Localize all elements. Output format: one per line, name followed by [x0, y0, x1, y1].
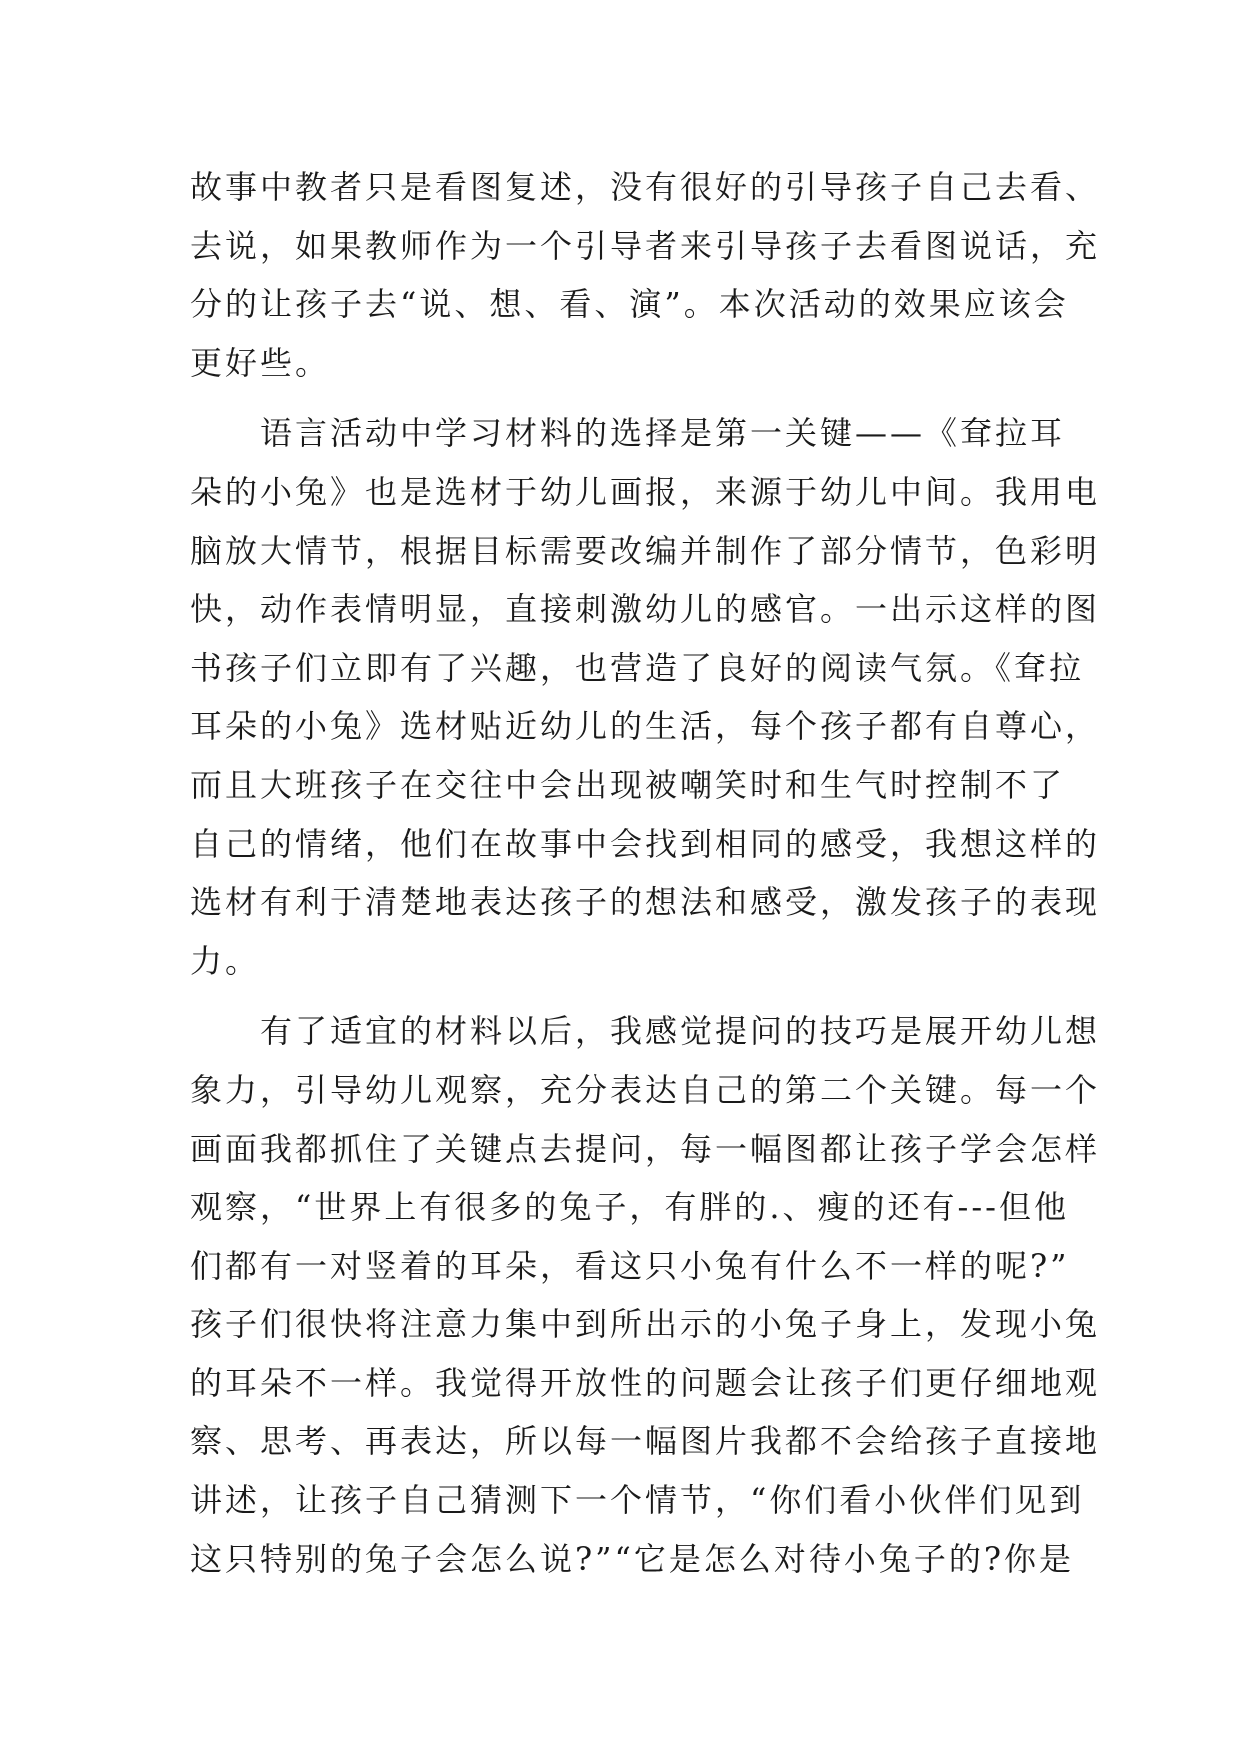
text-line: 选材有利于清楚地表达孩子的想法和感受，激发孩子的表现: [190, 883, 1101, 922]
text-line: 画面我都抓住了关键点去提问，每一幅图都让孩子学会怎样: [190, 1129, 1101, 1168]
text-line: 耳朵的小兔》选材贴近幼儿的生活，每个孩子都有自尊心，: [190, 707, 1101, 746]
text-line: 力。: [190, 941, 261, 980]
paragraph-gap: [190, 392, 1070, 404]
text-line: 更好些。: [190, 343, 331, 382]
text-line: 们都有一对竖着的耳朵，看这只小兔有什么不一样的呢?”: [190, 1246, 1070, 1285]
body-text: [190, 158, 1101, 1588]
text-line: 语言活动中学习材料的选择是第一关键——《耷拉耳: [190, 414, 1066, 453]
text-line: 察、思考、再表达，所以每一幅图片我都不会给孩子直接地: [190, 1422, 1101, 1461]
text-line: 书孩子们立即有了兴趣，也营造了良好的阅读气氛。《耷拉: [190, 648, 1085, 687]
text-line: 快，动作表情明显，直接刺激幼儿的感官。一出示这样的图: [190, 590, 1101, 629]
text-line: 去说，如果教师作为一个引导者来引导孩子去看图说话，充: [190, 226, 1101, 265]
paragraph-3: [190, 1002, 1101, 1588]
text-line: 的耳朵不一样。我觉得开放性的问题会让孩子们更仔细地观: [190, 1363, 1101, 1402]
paragraph-2: [190, 404, 1101, 990]
text-line: 观察，“世界上有很多的兔子，有胖的.、瘦的还有---但他: [190, 1188, 1069, 1227]
text-line: 分的让孩子去“说、想、看、演”。本次活动的效果应该会: [190, 285, 1069, 324]
text-line: 这只特别的兔子会怎么说?”“它是怎么对待小兔子的?你是: [190, 1539, 1075, 1578]
text-line: 自己的情绪，他们在故事中会找到相同的感受，我想这样的: [190, 824, 1101, 863]
text-line: 有了适宜的材料以后，我感觉提问的技巧是展开幼儿想: [190, 1012, 1101, 1051]
text-line: 象力，引导幼儿观察，充分表达自己的第二个关键。每一个: [190, 1070, 1101, 1109]
text-line: 孩子们很快将注意力集中到所出示的小兔子身上，发现小兔: [190, 1305, 1101, 1344]
paragraph-gap: [190, 990, 1070, 1002]
text-line: 脑放大情节，根据目标需要改编并制作了部分情节，色彩明: [190, 531, 1101, 570]
text-line: 讲述，让孩子自己猜测下一个情节，“你们看小伙伴们见到: [190, 1481, 1085, 1520]
text-line: 朵的小兔》也是选材于幼儿画报，来源于幼儿中间。我用电: [190, 472, 1101, 511]
text-line: 故事中教者只是看图复述，没有很好的引导孩子自己去看、: [190, 168, 1101, 206]
text-line: 而且大班孩子在交往中会出现被嘲笑时和生气时控制不了: [190, 765, 1066, 804]
paragraph-1: [190, 158, 1101, 392]
